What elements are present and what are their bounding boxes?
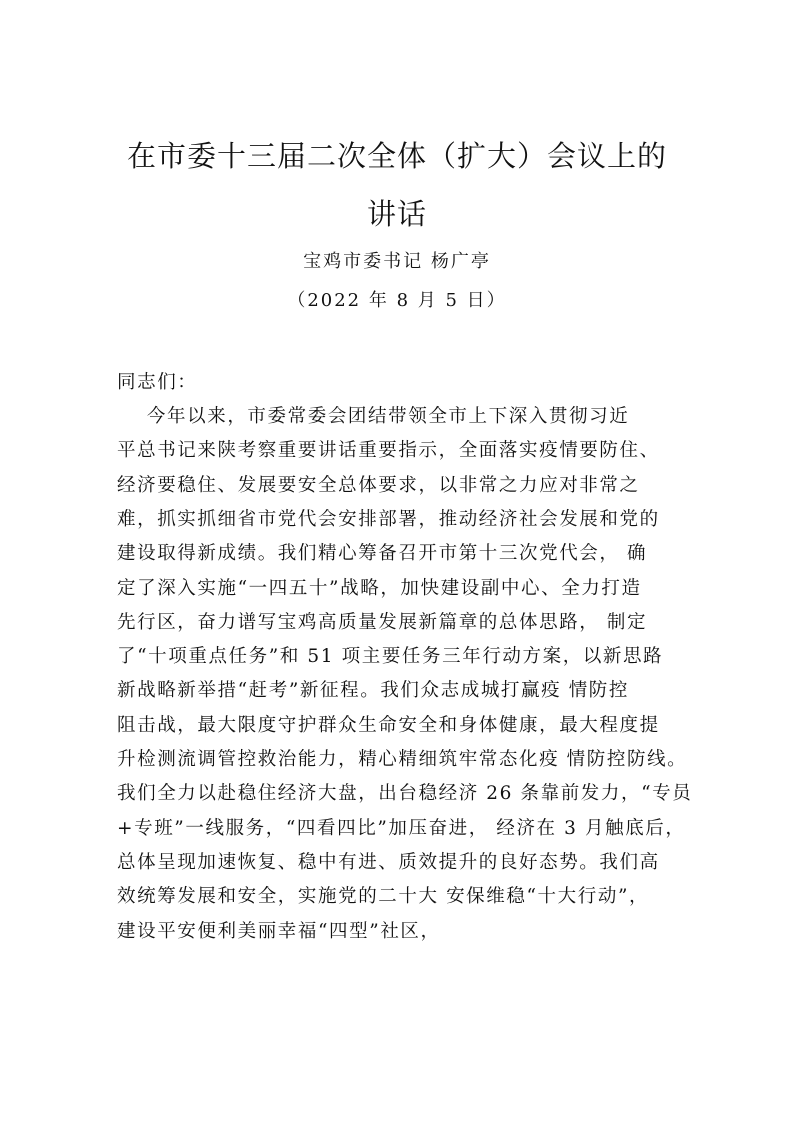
body-line: 建设取得新成绩。我们精心筹备召开市第十三次党代会， 确 [117, 543, 648, 565]
body-line: 先行区，奋力谱写宝鸡高质量发展新篇章的总体思路， 制定 [117, 611, 648, 633]
document-author: 宝鸡市委书记 杨广亭 [303, 251, 491, 272]
body-line: 升检测流调管控救治能力，精心精细筑牢常态化疫 情防控防线。 [117, 749, 688, 770]
body-line: 效统筹发展和安全，实施党的二十大 安保维稳“十大行动”， [117, 886, 650, 908]
document-title-line-1: 在市委十三届二次全体（扩大）会议上的 [126, 139, 667, 173]
document-date: （2022 年 8 月 5 日） [287, 290, 507, 311]
body-line: 今年以来，市委常委会团结带领全市上下深入贯彻习近 [117, 406, 630, 427]
body-line: 平总书记来陕考察重要讲话重要指示，全面落实疫情要防住、 [117, 440, 660, 462]
body-line: 建设平安便利美丽幸福“四型”社区， [117, 920, 441, 942]
body-line: 阻击战，最大限度守护群众生命安全和身体健康，最大程度提 [117, 714, 660, 736]
body-line: +专班”一线服务，“四看四比”加压奋进， 经济在 3 月触底后， [117, 817, 686, 839]
body-line: 总体呈现加速恢复、稳中有进、质效提升的良好态势。我们高 [117, 851, 660, 873]
body-line: 了“十项重点任务”和 51 项主要任务三年行动方案，以新思路 [117, 646, 664, 668]
body-line: 我们全力以赴稳住经济大盘，出台稳经济 26 条靠前发力，“专员 [117, 783, 693, 805]
salutation: 同志们： [117, 372, 198, 393]
body-line: 新战略新举措“赶考”新征程。我们众志成城打赢疫 情防控 [117, 680, 629, 702]
body-line: 难，抓实抓细省市党代会安排部署，推动经济社会发展和党的 [117, 508, 660, 530]
document-title-line-2: 讲话 [366, 197, 427, 231]
body-line: 经济要稳住、发展要安全总体要求，以非常之力应对非常之 [117, 474, 640, 496]
body-line: 定了深入实施“一四五十”战略，加快建设副中心、全力打造 [117, 577, 642, 599]
